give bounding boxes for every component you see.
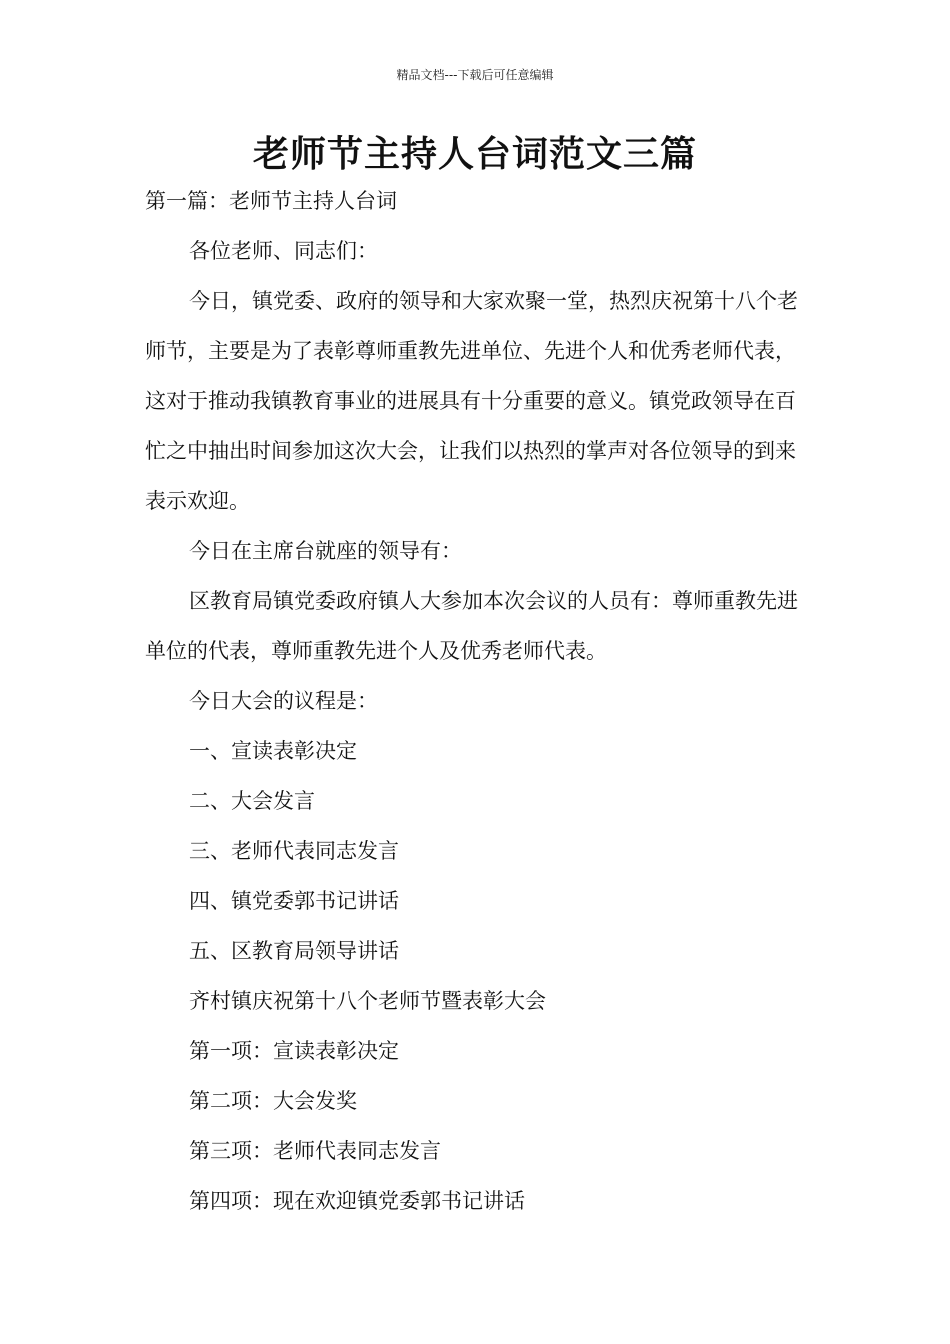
agenda-item-4: 四、镇党委郭书记讲话 [189, 889, 399, 913]
document-title: 老师节主持人台词范文三篇 [252, 134, 697, 175]
program-item-2: 第二项：大会发奖 [189, 1089, 357, 1113]
section-heading: 第一篇：老师节主持人台词 [145, 189, 397, 213]
program-item-1: 第一项：宣读表彰决定 [189, 1039, 399, 1063]
paragraph-leaders: 今日在主席台就座的领导有： [189, 539, 462, 563]
agenda-item-2: 二、大会发言 [189, 789, 315, 813]
header-note: 精品文档---下载后可任意编辑 [396, 68, 554, 82]
paragraph-opening: 今日，镇党委、政府的领导和大家欢聚一堂，热烈庆祝第十八个老师节，主要是为了表彰尊师重教先进单位、先进个人和优秀老师代表，这对于推动我镇教育事业的进展具有十分重要的意义。镇党政领导在百忙之中抽出时间参加这次大会，让我们以热烈的掌声对各位领导的到来表示欢迎。 [145, 289, 798, 513]
paragraph-salutation: 各位老师、同志们： [189, 239, 378, 263]
agenda-item-5: 五、区教育局领导讲话 [189, 939, 399, 963]
paragraph-agenda-intro: 今日大会的议程是： [189, 689, 378, 713]
agenda-item-1: 一、宣读表彰决定 [189, 739, 357, 763]
agenda-item-3: 三、老师代表同志发言 [189, 839, 399, 863]
document-body [145, 176, 810, 1226]
event-name: 齐村镇庆祝第十八个老师节暨表彰大会 [189, 989, 546, 1013]
program-item-3: 第三项：老师代表同志发言 [189, 1139, 441, 1163]
program-item-4: 第四项：现在欢迎镇党委郭书记讲话 [189, 1189, 525, 1213]
paragraph-attendees: 区教育局镇党委政府镇人大参加本次会议的人员有：尊师重教先进单位的代表，尊师重教先进个人及优秀老师代表。 [145, 589, 798, 663]
